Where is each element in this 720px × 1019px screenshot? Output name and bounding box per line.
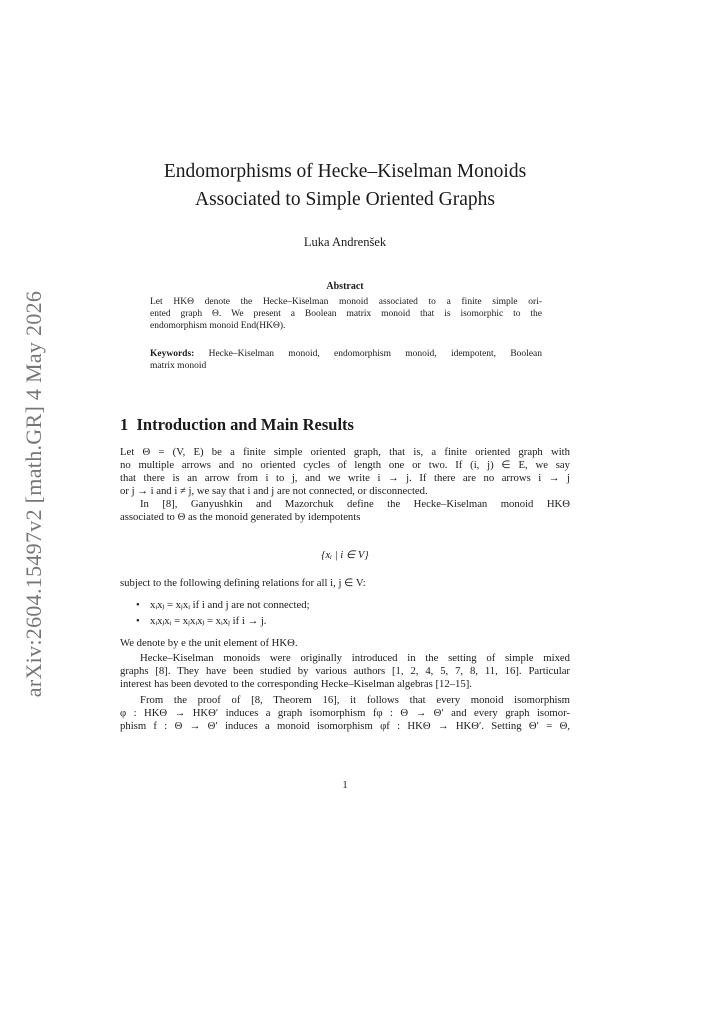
text-line: no multiple arrows and no oriented cycles of length one or two. If (i, j) ∈ E, we say <box>120 458 570 471</box>
abstract-body <box>150 296 542 332</box>
section-heading <box>120 415 354 435</box>
text-line: or j → i and i ≠ j, we say that i and j are not connected, or disconnected. <box>120 484 428 497</box>
keywords <box>150 348 542 372</box>
abstract-line: endomorphism monoid End(HKΘ). <box>150 321 286 331</box>
relation-text: xᵢxⱼ = xⱼxᵢ if i and j are not connected; <box>150 599 310 611</box>
text-line: From the proof of [8, Theorem 16], it follows that every monoid isomorphism <box>140 694 570 706</box>
text-line: In [8], Ganyushkin and Mazorchuk define the Hecke–Kiselman monoid HKΘ <box>140 498 570 510</box>
relation-bullet <box>136 598 310 611</box>
keywords-text-2: matrix monoid <box>150 361 207 371</box>
text-line: phism f : Θ → Θ′ induces a monoid isomorphism φf : HKΘ → HKΘ′. Setting Θ′ = Θ, <box>120 719 570 732</box>
page-number: 1 <box>342 779 348 791</box>
text-line: that there is an arrow from i to j, and we write i → j. If there are no arrows i → j <box>120 471 570 484</box>
section-title: Introduction and Main Results <box>136 415 354 434</box>
paragraph-2 <box>120 498 570 524</box>
paper-title <box>0 158 690 214</box>
text-line: φ : HKΘ → HKΘ′ induces a graph isomorphism fφ : Θ → Θ′ and every graph isomor- <box>120 706 570 719</box>
text-line: subject to the following defining relations for all i, j ∈ V: <box>120 577 366 589</box>
text-line: Hecke–Kiselman monoids were originally introduced in the setting of simple mixed <box>140 652 570 664</box>
section-number: 1 <box>120 415 129 434</box>
paragraph-4 <box>120 694 570 733</box>
paragraph-3 <box>120 652 570 691</box>
text-line: We denote by e the unit element of HKΘ. <box>120 637 298 649</box>
keywords-text: Hecke–Kiselman monoid, endomorphism monoid, idempotent, Boolean <box>208 349 542 359</box>
relations-intro <box>120 577 570 590</box>
text-line: associated to Θ as the monoid generated by idempotents <box>120 510 361 523</box>
title-line-2: Associated to Simple Oriented Graphs <box>194 189 496 210</box>
bullet-dot: • <box>136 615 140 627</box>
title-line-1: Endomorphisms of Hecke–Kiselman Monoids <box>163 161 527 182</box>
arxiv-sidebar-stamp: arXiv:2604.15497v2 [math.GR] 4 May 2026 <box>21 290 46 698</box>
author-name: Luka Andrenšek <box>303 235 387 249</box>
abstract-line: Let HKΘ denote the Hecke–Kiselman monoid associated to a finite simple ori- <box>150 297 542 307</box>
relation-text: xᵢxⱼxᵢ = xⱼxᵢxⱼ = xᵢxⱼ if i → j. <box>150 615 267 627</box>
abstract-heading: Abstract <box>326 281 364 292</box>
unit-element-line <box>120 637 570 650</box>
display-formula: {xᵢ | i ∈ V} <box>321 549 369 561</box>
abstract-line: ented graph Θ. We present a Boolean matrix monoid that is isomorphic to the <box>150 309 542 319</box>
text-line: interest has been devoted to the corresponding Hecke–Kiselman algebras [12–15]. <box>120 677 472 690</box>
bullet-dot: • <box>136 599 140 611</box>
paragraph-1 <box>120 446 570 498</box>
relation-bullet <box>136 614 266 627</box>
text-line: graphs [8]. They have been studied by various authors [1, 2, 4, 5, 7, 8, 11, 16]. Particular <box>120 664 570 677</box>
keywords-label: Keywords: <box>150 349 195 359</box>
text-line: Let Θ = (V, E) be a finite simple oriented graph, that is, a finite oriented graph with <box>120 446 570 458</box>
